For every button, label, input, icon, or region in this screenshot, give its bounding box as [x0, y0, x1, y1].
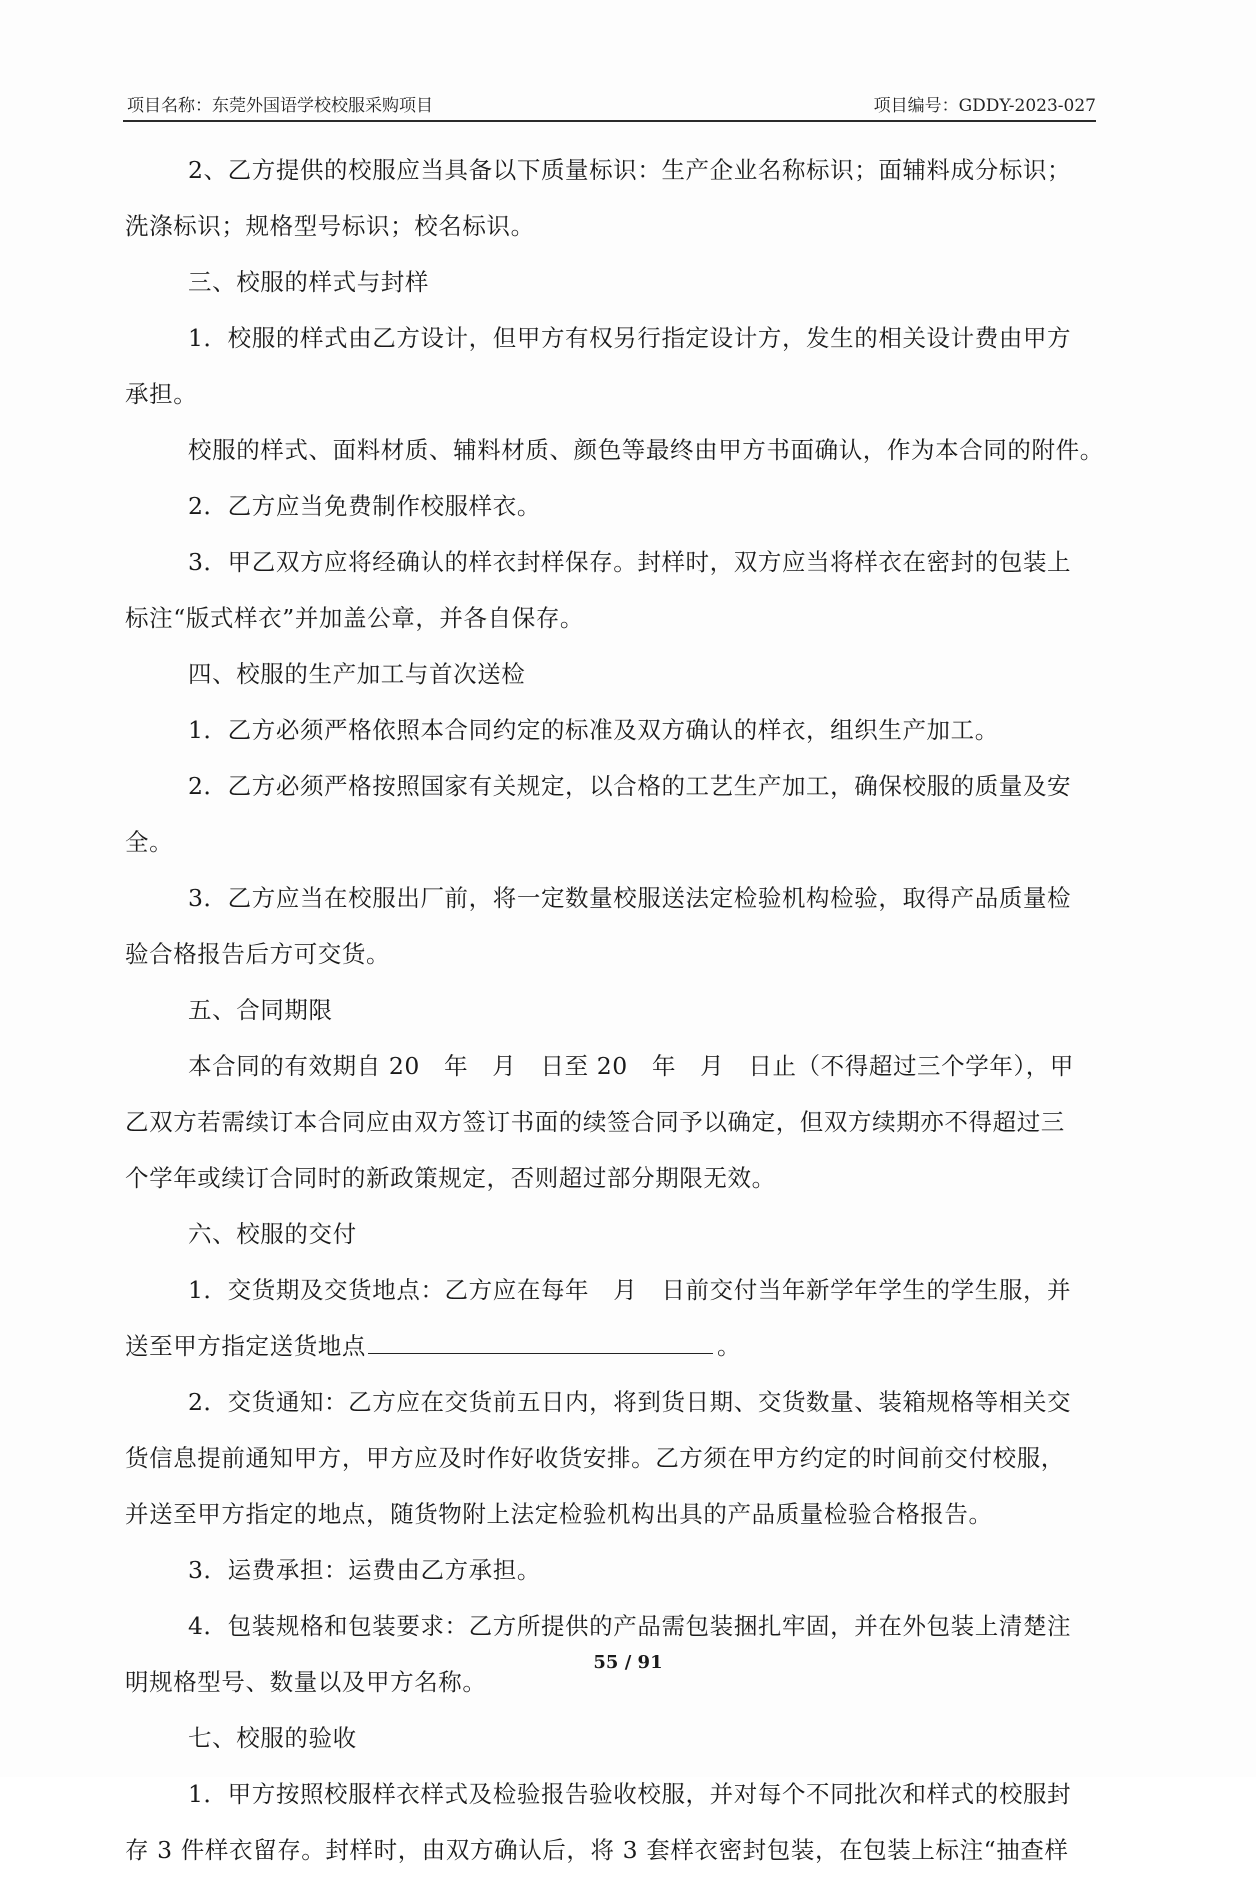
- document-body: [125, 142, 1104, 1878]
- paragraph-line: 并送至甲方指定的地点，随货物附上法定检验机构出具的产品质量检验合格报告。: [125, 1500, 993, 1528]
- section-heading: 六、校服的交付: [188, 1220, 357, 1248]
- delivery-location-label: 送至甲方指定送货地点: [125, 1332, 366, 1360]
- section-heading: 七、校服的验收: [188, 1724, 357, 1752]
- project-code: 项目编号：GDDY-2023-027: [873, 96, 1096, 116]
- paragraph-line: 2、乙方提供的校服应当具备以下质量标识：生产企业名称标识；面辅料成分标识；: [188, 156, 1072, 184]
- paragraph-line: 1．交货期及交货地点：乙方应在每年 月 日前交付当年新学年学生的学生服，并: [188, 1276, 1072, 1304]
- paragraph-line: 1．甲方按照校服样衣样式及检验报告验收校服，并对每个不同批次和样式的校服封: [188, 1780, 1072, 1808]
- project-name: 项目名称：东莞外国语学校校服采购项目: [127, 96, 433, 116]
- paragraph-line: 2．乙方必须严格按照国家有关规定，以合格的工艺生产加工，确保校服的质量及安: [188, 772, 1072, 800]
- paragraph-line: 承担。: [125, 380, 198, 408]
- paragraph-line: 1．校服的样式由乙方设计，但甲方有权另行指定设计方，发生的相关设计费由甲方: [188, 324, 1072, 352]
- section-heading: 三、校服的样式与封样: [188, 268, 429, 296]
- section-heading: 四、校服的生产加工与首次送检: [188, 660, 526, 688]
- paragraph-line: 货信息提前通知甲方，甲方应及时作好收货安排。乙方须在甲方约定的时间前交付校服，: [125, 1444, 1065, 1472]
- paragraph-line: 4．包装规格和包装要求：乙方所提供的产品需包装捆扎牢固，并在外包装上清楚注: [188, 1612, 1072, 1640]
- paragraph-line: 2．乙方应当免费制作校服样衣。: [188, 492, 541, 520]
- delivery-location-line: [125, 1318, 1100, 1374]
- paragraph-line: 2．交货通知：乙方应在交货前五日内，将到货日期、交货数量、装箱规格等相关交: [188, 1388, 1072, 1416]
- paragraph-line: 乙双方若需续订本合同应由双方签订书面的续签合同予以确定，但双方续期亦不得超过三: [125, 1108, 1065, 1136]
- paragraph-line: 3．甲乙双方应将经确认的样衣封样保存。封样时，双方应当将样衣在密封的包装上: [188, 548, 1072, 576]
- paragraph-line: 本合同的有效期自 20 年 月 日至 20 年 月 日止（不得超过三个学年），甲: [188, 1052, 1074, 1080]
- paragraph-line: 1．乙方必须严格依照本合同约定的标准及双方确认的样衣，组织生产加工。: [188, 716, 999, 744]
- paragraph-line: 3．乙方应当在校服出厂前，将一定数量校服送法定检验机构检验，取得产品质量检: [188, 884, 1072, 912]
- page-header: [123, 86, 1096, 122]
- paragraph-line: 洗涤标识；规格型号标识；校名标识。: [125, 212, 535, 240]
- section-heading: 五、合同期限: [188, 996, 333, 1024]
- paragraph-line: 验合格报告后方可交货。: [125, 940, 391, 968]
- paragraph-line: 明规格型号、数量以及甲方名称。: [125, 1668, 487, 1696]
- paragraph-line: 存 3 件样衣留存。封样时，由双方确认后，将 3 套样衣密封包装，在包装上标注“抽查样: [125, 1836, 1069, 1864]
- page-number: 55 / 91: [593, 1652, 663, 1673]
- paragraph-line: 校服的样式、面料材质、辅料材质、颜色等最终由甲方书面确认，作为本合同的附件。: [188, 436, 1104, 464]
- paragraph-line: 个学年或续订合同时的新政策规定，否则超过部分期限无效。: [125, 1164, 776, 1192]
- delivery-location-end: 。: [717, 1332, 742, 1360]
- delivery-location-blank: [368, 1329, 713, 1354]
- paragraph-line: 3．运费承担：运费由乙方承担。: [188, 1556, 541, 1584]
- paragraph-line: 全。: [125, 828, 174, 856]
- paragraph-line: 标注“版式样衣”并加盖公章，并各自保存。: [125, 604, 585, 632]
